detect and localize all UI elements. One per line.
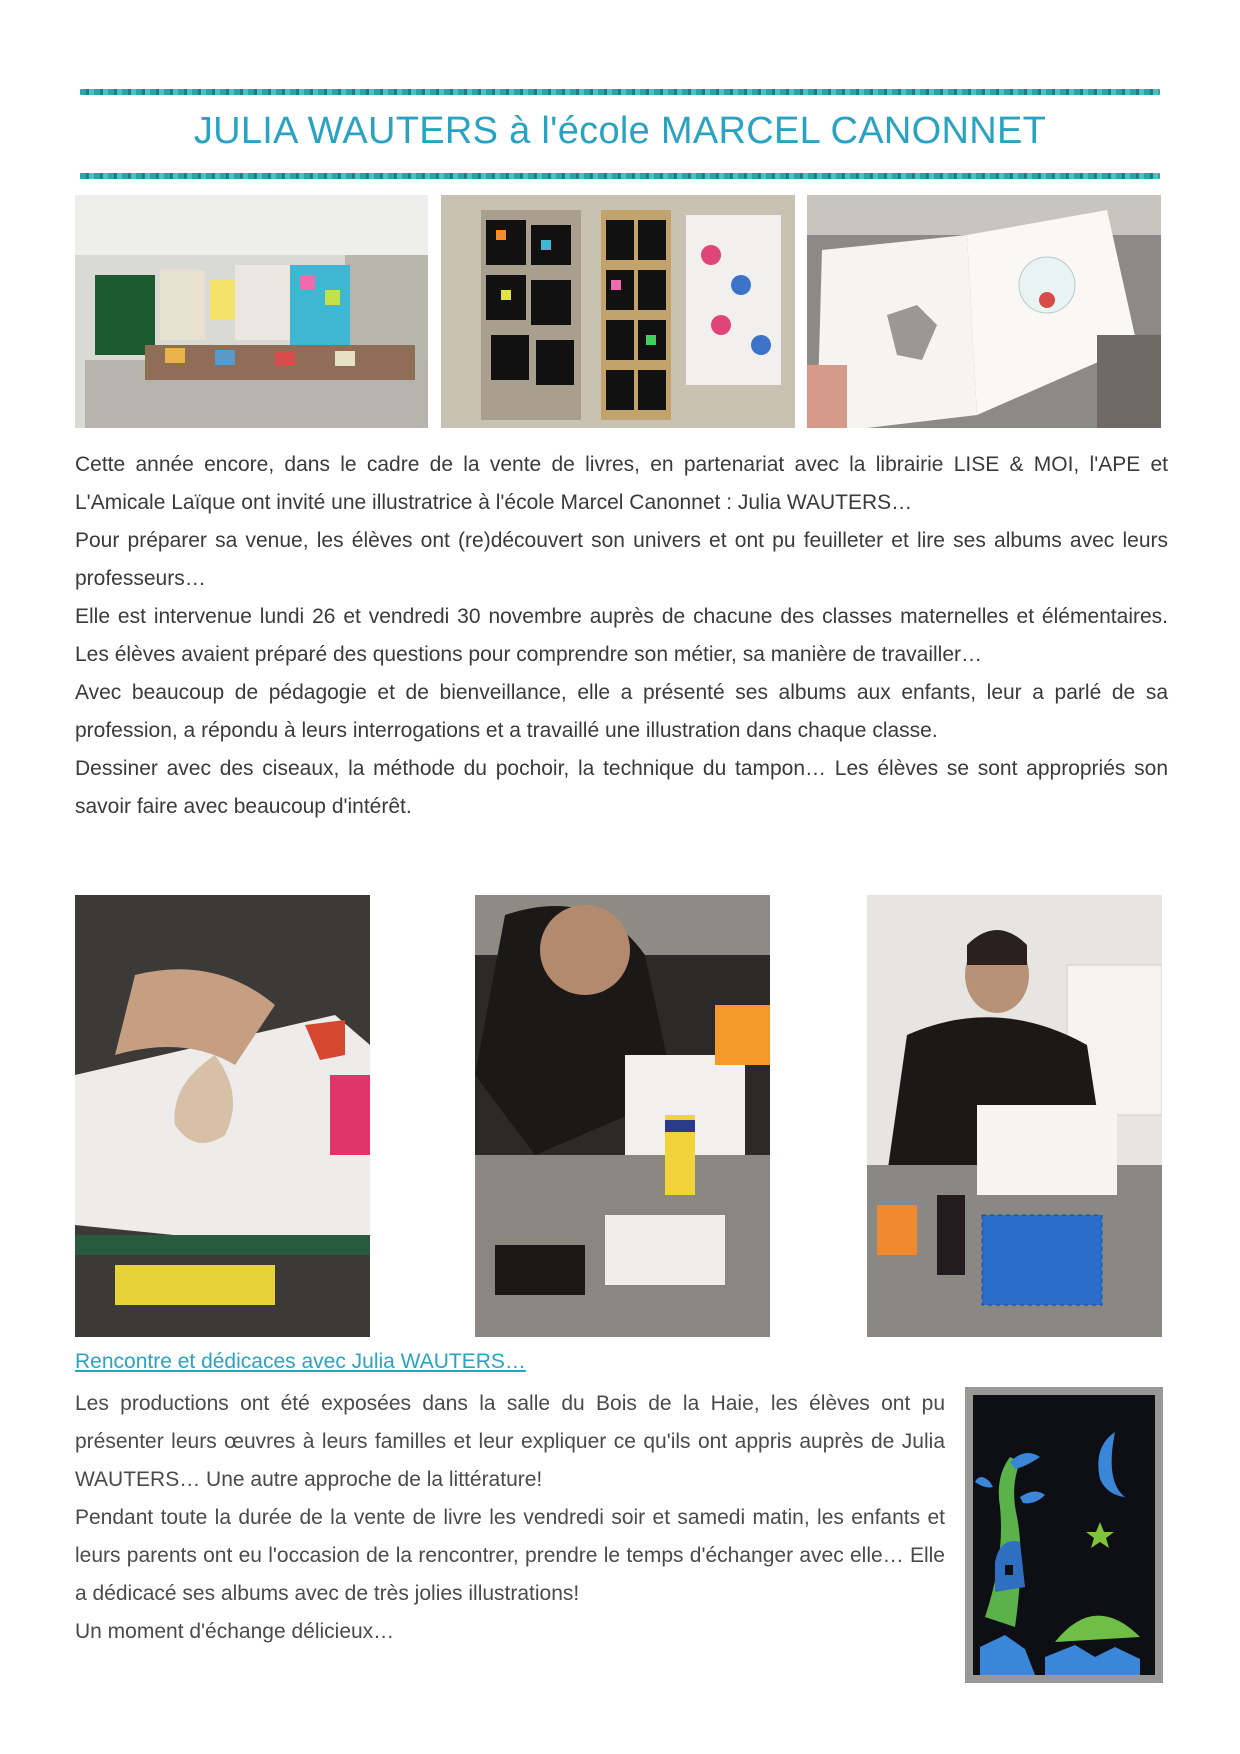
section2-paragraph: Pendant toute la durée de la vente de livre les vendredi soir et samedi matin, les enfants et leurs parents ont eu l'occasion de la rencontrer, prendre le temps d'échanger avec elle… Elle a dédicacé ses albums avec de très jolies illustrations! — [75, 1506, 945, 1605]
photo-hand-drawing — [75, 895, 370, 1337]
section-link-heading[interactable]: Rencontre et dédicaces avec Julia WAUTERS… — [75, 1350, 526, 1373]
section2-paragraph: Les productions ont été exposées dans la salle du Bois de la Haie, les élèves ont pu présenter leurs œuvres à leurs familles et leur expliquer ce qu'ils ont appris auprès de Julia WAUTERS… Une autre approche de la littérature! — [75, 1392, 945, 1491]
intro-paragraph: Elle est intervenue lundi 26 et vendredi 30 novembre auprès de chacune des classes maternelles et élémentaires. Les élèves avaient préparé des questions pour comprendre son métier, sa manière de travailler… — [75, 605, 1168, 666]
header-rule-bottom — [80, 173, 1160, 179]
header-rule-top — [80, 89, 1160, 95]
photo-illustrator-at-table — [867, 895, 1162, 1337]
intro-paragraph: Avec beaucoup de pédagogie et de bienveillance, elle a présenté ses albums aux enfants, leur a parlé de sa profession, a répondu à leurs interrogations et a travaillé une illustration dans chaque classe. — [75, 681, 1168, 742]
section2-text — [75, 1385, 945, 1651]
photo-open-book — [807, 195, 1161, 428]
photo-book-fair-display — [75, 195, 428, 428]
section2-paragraph: Un moment d'échange délicieux… — [75, 1620, 395, 1643]
intro-paragraph: Cette année encore, dans le cadre de la vente de livres, en partenariat avec la librairie LISE & MOI, l'APE et L'Amicale Laïque ont invité une illustratrice à l'école Marcel Canonnet : Julia WAUTERS… — [75, 453, 1168, 514]
photo-illustrator-cutting — [475, 895, 770, 1337]
page-title: JULIA WAUTERS à l'école MARCEL CANONNET — [193, 110, 1047, 152]
photo-black-artworks — [441, 195, 795, 428]
photo-student-artwork — [965, 1387, 1163, 1683]
intro-paragraph: Pour préparer sa venue, les élèves ont (re)découvert son univers et ont pu feuilleter et lire ses albums avec leurs professeurs… — [75, 529, 1168, 590]
intro-paragraph: Dessiner avec des ciseaux, la méthode du pochoir, la technique du tampon… Les élèves se sont appropriés son savoir faire avec beaucoup d'intérêt. — [75, 757, 1168, 818]
intro-text — [75, 446, 1168, 826]
